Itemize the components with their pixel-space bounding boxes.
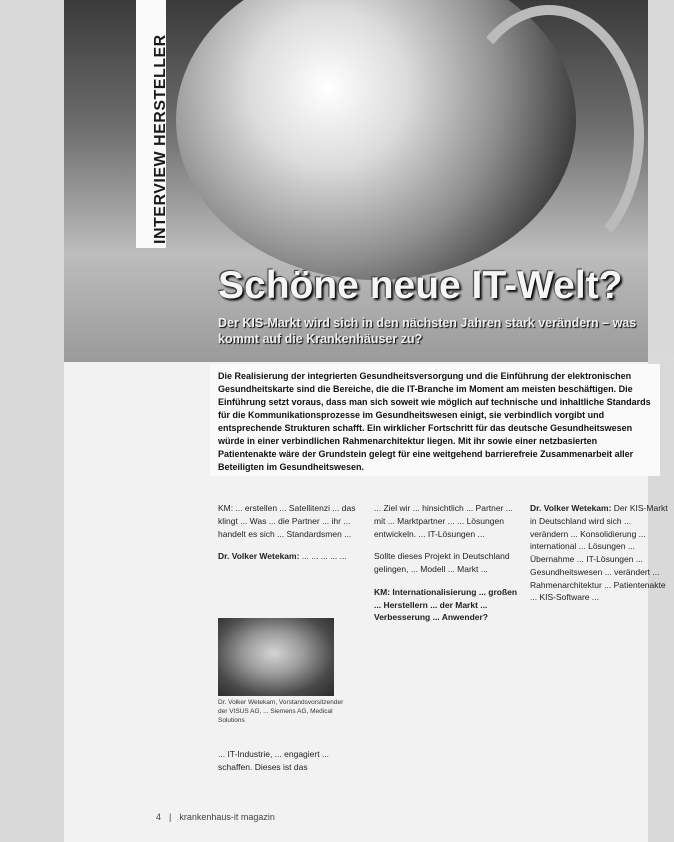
question-2: KM: Internationalisierung ... großen ... Herstellern ... der Markt ... Verbesserung ... Anwender? (374, 586, 518, 623)
column-3 (530, 502, 670, 614)
lead-paragraph: Die Realisierung der integrierten Gesundheitsversorgung und die Einführung der elektronischen Gesundheitskarte sind die Bereiche, die die IT-Branche im Moment am meisten beschäftigen. Die Einführung setzt voraus, dass man sich soweit wie möglich auf technische und inhaltliche Standards für die Kommunikationsprozesse im Gesundheitswesen einigt, sie verbindlich vorgibt und entsprechende Strukturen schafft. Ein wirklicher Fortschritt für das deutsche Gesundheitswesen würde in einer verbindlichen Rahmenarchitektur liegen. Mit ihr sowie einer netzbasierten Patientenakte wäre der Grundstein gelegt für eine weitgehend barrierefreie Zusammenarbeit aller Beteiligten im Gesundheitswesen. (210, 364, 660, 476)
answer-1-text: ... ... ... ... ... (301, 551, 347, 562)
page-footer (156, 812, 275, 822)
footer-separator: | (169, 812, 172, 822)
article-subtitle: Der KIS-Markt wird sich in den nächsten Jahren stark verändern – was kommt auf die Krankenhäuser zu? (218, 316, 637, 346)
answer-1 (218, 550, 362, 563)
answer-1-speaker: Dr. Volker Wetekam: (218, 551, 300, 562)
page-number: 4 (156, 812, 162, 822)
column-2 (374, 502, 520, 634)
article-title: Schöne neue IT-Welt? (218, 264, 623, 307)
photo-caption: Dr. Volker Wetekam, Vorstandsvorsitzender der VISUS AG, ... Siemens AG, Medical Solutions (218, 699, 344, 725)
column-1 (218, 502, 362, 573)
portrait-photo (218, 618, 334, 696)
answer-2 (530, 502, 670, 604)
photo-credit: Foto: Bildarchiv (648, 352, 674, 364)
answer-2-speaker: Dr. Volker Wetekam: (530, 503, 612, 513)
answer-2-text: Der KIS-Markt in Deutschland wird sich ... verändern ... Konsolidierung ... international ... Lösungen ... Übernahme ... IT-Lösungen ... Gesundheitswesen ... verändert ... Rahmenarchitektur ... Patientenakte ... KIS-Software ... (530, 503, 668, 603)
section-label: INTERVIEW HERSTELLER (152, 34, 169, 244)
globe-ring (454, 5, 644, 265)
magazine-page (64, 0, 674, 842)
column-2-paragraph-2: Sollte dieses Projekt in Deutschland gelingen, ... Modell ... Markt ... (374, 551, 510, 574)
column-1-continued: ... IT-Industrie, ... engagiert ... schaffen. Dieses ist das (218, 749, 330, 772)
column-2-paragraph-1: ... Ziel wir ... hinsichtlich ... Partner ... mit ... Marktpartner ... ... Lösungen entwickeln. ... IT-Lösungen ... (374, 503, 513, 539)
question-1: KM: ... erstellen ... Satellitenzi ... das klingt ... Was ... die Partner ... ihr ... handelt es sich ... Standardsmen ... (218, 503, 356, 539)
publication-name: krankenhaus-it magazin (179, 812, 275, 822)
